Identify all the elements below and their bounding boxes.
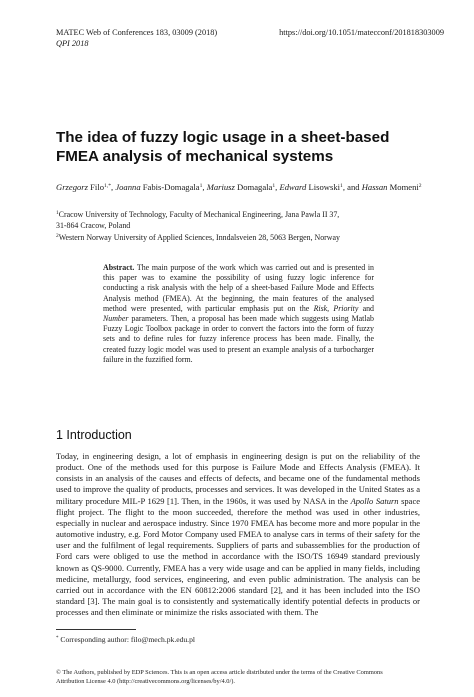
affiliations <box>56 209 436 243</box>
license-notice <box>56 669 446 687</box>
abstract-term-risk: Risk <box>313 303 328 313</box>
running-header <box>56 27 444 49</box>
affiliation-line: Cracow University of Technology, Faculty of Mechanical Engineering, Jana Pawla II 37, <box>58 210 340 219</box>
author-separator: , <box>202 182 207 192</box>
abstract-term-priority: Priority <box>333 303 359 313</box>
abstract-text: parameters. Then, a proposal has been made which suggests using Matlab Fuzzy Logic Toolbox package in order to convert the factors into the form of fuzzy sets and to define rules for fuzzy inference process has been made. Finally, the created fuzzy logic model was used to present an example analysis of a turbocharger failure in the fuzzified form. <box>103 314 374 364</box>
author-surname: Lisowski <box>308 182 341 192</box>
author-given-name: Mariusz <box>206 182 235 192</box>
author-surname: Filo <box>90 182 105 192</box>
affiliation <box>56 209 436 220</box>
author-given-name: Edward <box>279 182 307 192</box>
introduction-paragraph <box>56 451 420 618</box>
license-line: Attribution License 4.0 (http://creativecommons.org/licenses/by/4.0/). <box>56 677 235 685</box>
author-separator: , <box>275 182 280 192</box>
paper-title: The idea of fuzzy logic usage in a sheet-based FMEA analysis of mechanical systems <box>56 129 390 165</box>
author-given-name: Hassan <box>361 182 388 192</box>
author-affiliation-mark: 1 <box>199 183 203 189</box>
body-text: Today, in engineering design, a lot of emphasis in engineering design is put on the reliability of the product. One of the methods used for this purpose is Failure Mode and Effects Analysis (FMEA). It consists in an analysis of the causes and effects of defects, and became one of the fundamental methods used to improve the quality of products, processes and services. It was developed in the United States as a military procedure MIL-P 1629 [1]. Then, in the 1960s, it was used by NASA in the <box>56 451 420 506</box>
body-term-apollo-saturn: Apollo Saturn <box>350 495 399 506</box>
footnote-corresponding-author <box>56 635 195 645</box>
author <box>56 182 115 192</box>
affiliation-continued <box>56 220 436 231</box>
license-line: © The Authors, published by EDP Sciences. This is an open access article distributed under the terms of the Creative Commons <box>56 669 383 676</box>
affiliation <box>56 232 436 243</box>
author-affiliation-mark: 1,* <box>104 183 112 189</box>
author <box>115 182 206 192</box>
abstract-text: , <box>327 303 334 313</box>
affiliation-mark: 1 <box>56 210 59 216</box>
abstract-label: Abstract. <box>103 263 135 272</box>
author-affiliation-mark: 1 <box>340 183 343 189</box>
author <box>279 182 361 192</box>
author <box>207 182 280 192</box>
author-affiliation-mark: 1 <box>272 183 276 189</box>
abstract-text: and <box>358 303 375 313</box>
doi-link[interactable]: https://doi.org/10.1051/matecconf/201818303009 <box>279 28 444 37</box>
affiliation-mark: 2 <box>56 232 59 239</box>
abstract-text: The main purpose of the work which was carried out and is presented in this paper was to examine the possibility of using fuzzy logic inference for conducting a risk analysis with the help of a sheet-based Failure Mode and Effects Analysis method (FMEA). At the beginning, the main features of the analysed method were presented, with particular emphasis put on the <box>103 263 374 313</box>
author <box>362 182 422 192</box>
author-surname: Domagala <box>237 182 273 192</box>
author-list <box>56 181 430 194</box>
author-surname: Momeni <box>389 182 419 192</box>
body-text: space flight project. The flight to the moon succeeded, therefore the method was used in other industries, especially in nuclear and aerospace industry. Since 1970 FMEA has become more and more popular in the automotive industry, e.g. Ford Motor Company used FMEA to analyse cars in terms of their safety for the user and the fulfilment of legal requirements. Suppliers of parts and subassemblies for the production of Ford cars were obliged to use the method in accordance with the ISO/TS 16949 standard previously known as QS-9000. Currently, FMEA has a very wide usage and can be applied in many fields, including medicine, metallurgy, food services, engineering, and even public administration. The analysis can be carried out in accordance with the EN 60812:2006 standard [2], and it has been included into the ISO standard [3]. The main goal is to consistently and systematically identify potential defects in products or processes and then eliminate or minimize the risks associated with them. The <box>56 495 420 618</box>
author-given-name: Grzegorz <box>56 182 88 192</box>
author-separator: , <box>111 182 116 192</box>
author-surname: Fabis-Domagala <box>142 182 200 192</box>
conference-name: QPI 2018 <box>56 39 89 48</box>
affiliation-line: 31-864 Cracow, Poland <box>56 221 131 231</box>
affiliation-line: Western Norway University of Applied Sciences, Inndalsveien 28, 5063 Bergen, Norway <box>58 232 340 242</box>
abstract-term-number: Number <box>103 314 129 324</box>
journal-citation: MATEC Web of Conferences 183, 03009 (2018) <box>56 28 218 37</box>
author-affiliation-mark: 2 <box>418 183 422 189</box>
author-given-name: Joanna <box>115 182 141 192</box>
footnote-text: Corresponding author: filo@mech.pk.edu.pl <box>58 635 195 644</box>
author-separator: , and <box>342 182 362 192</box>
footnote-divider <box>56 629 136 630</box>
abstract <box>103 263 374 365</box>
section-heading-introduction: 1 Introduction <box>56 428 132 442</box>
footnote-mark: * <box>56 636 59 641</box>
